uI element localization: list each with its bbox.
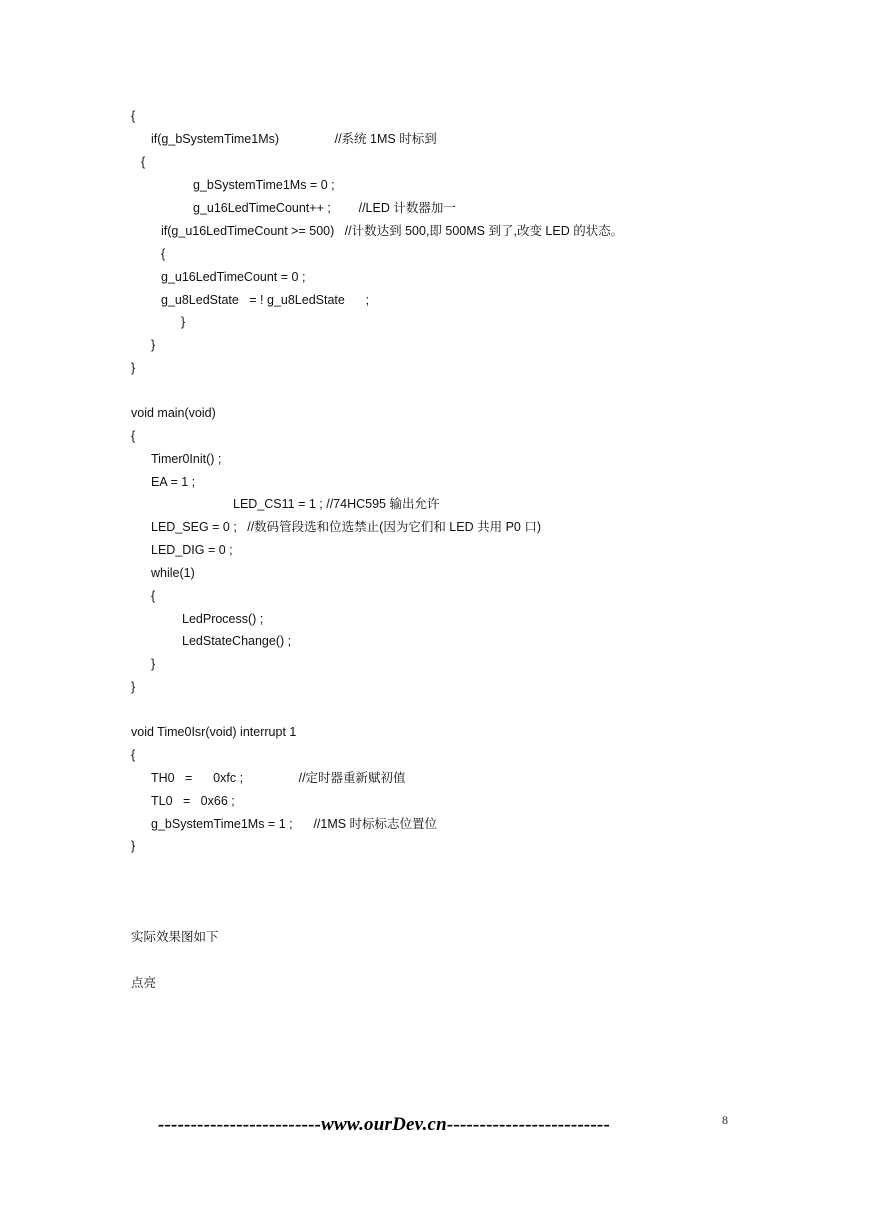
code-line: LedStateChange() ;	[182, 634, 292, 648]
code-line: g_u16LedTimeCount = 0 ;	[161, 270, 306, 284]
code-line: }	[131, 361, 136, 375]
code-line: {	[131, 429, 136, 443]
code-line: EA = 1 ;	[151, 475, 196, 489]
code-line: g_bSystemTime1Ms = 1 ; //1MS 时标标志位置位	[151, 817, 438, 831]
page-footer: -------------------------www.ourDev.cn-------------------------	[158, 1114, 611, 1135]
code-line: {	[141, 155, 146, 169]
code-line: {	[161, 247, 166, 261]
code-line: LED_SEG = 0 ; //数码管段选和位选禁止(因为它们和 LED 共用 P0 口)	[151, 520, 541, 534]
code-line: g_u8LedState = ! g_u8LedState ;	[161, 293, 370, 307]
code-line: LED_CS11 = 1 ; //74HC595 输出允许	[233, 497, 440, 511]
code-line: if(g_u16LedTimeCount >= 500) //计数达到 500,即 500MS 到了,改变 LED 的状态。	[161, 224, 624, 238]
code-line: }	[131, 680, 136, 694]
body-text: 点亮	[131, 976, 157, 990]
code-line: void main(void)	[131, 406, 216, 420]
code-line: {	[131, 109, 136, 123]
code-line: void Time0Isr(void) interrupt 1	[131, 725, 297, 739]
code-line: g_u16LedTimeCount++ ; //LED 计数器加一	[193, 201, 456, 215]
code-line: }	[181, 315, 186, 329]
code-line: }	[131, 839, 136, 853]
code-line: TL0 = 0x66 ;	[151, 794, 235, 808]
code-line: }	[151, 657, 156, 671]
code-line: {	[131, 748, 136, 762]
body-text: 实际效果图如下	[131, 930, 219, 944]
code-line: Timer0Init() ;	[151, 452, 222, 466]
code-line: {	[151, 589, 156, 603]
code-line: LED_DIG = 0 ;	[151, 543, 233, 557]
code-line: }	[151, 338, 156, 352]
code-line: while(1)	[151, 566, 195, 580]
code-line: TH0 = 0xfc ; //定时器重新赋初值	[151, 771, 406, 785]
page-number: 8	[722, 1113, 728, 1127]
code-line: if(g_bSystemTime1Ms) //系统 1MS 时标到	[151, 132, 437, 146]
code-line: LedProcess() ;	[182, 612, 264, 626]
code-line: g_bSystemTime1Ms = 0 ;	[193, 178, 335, 192]
